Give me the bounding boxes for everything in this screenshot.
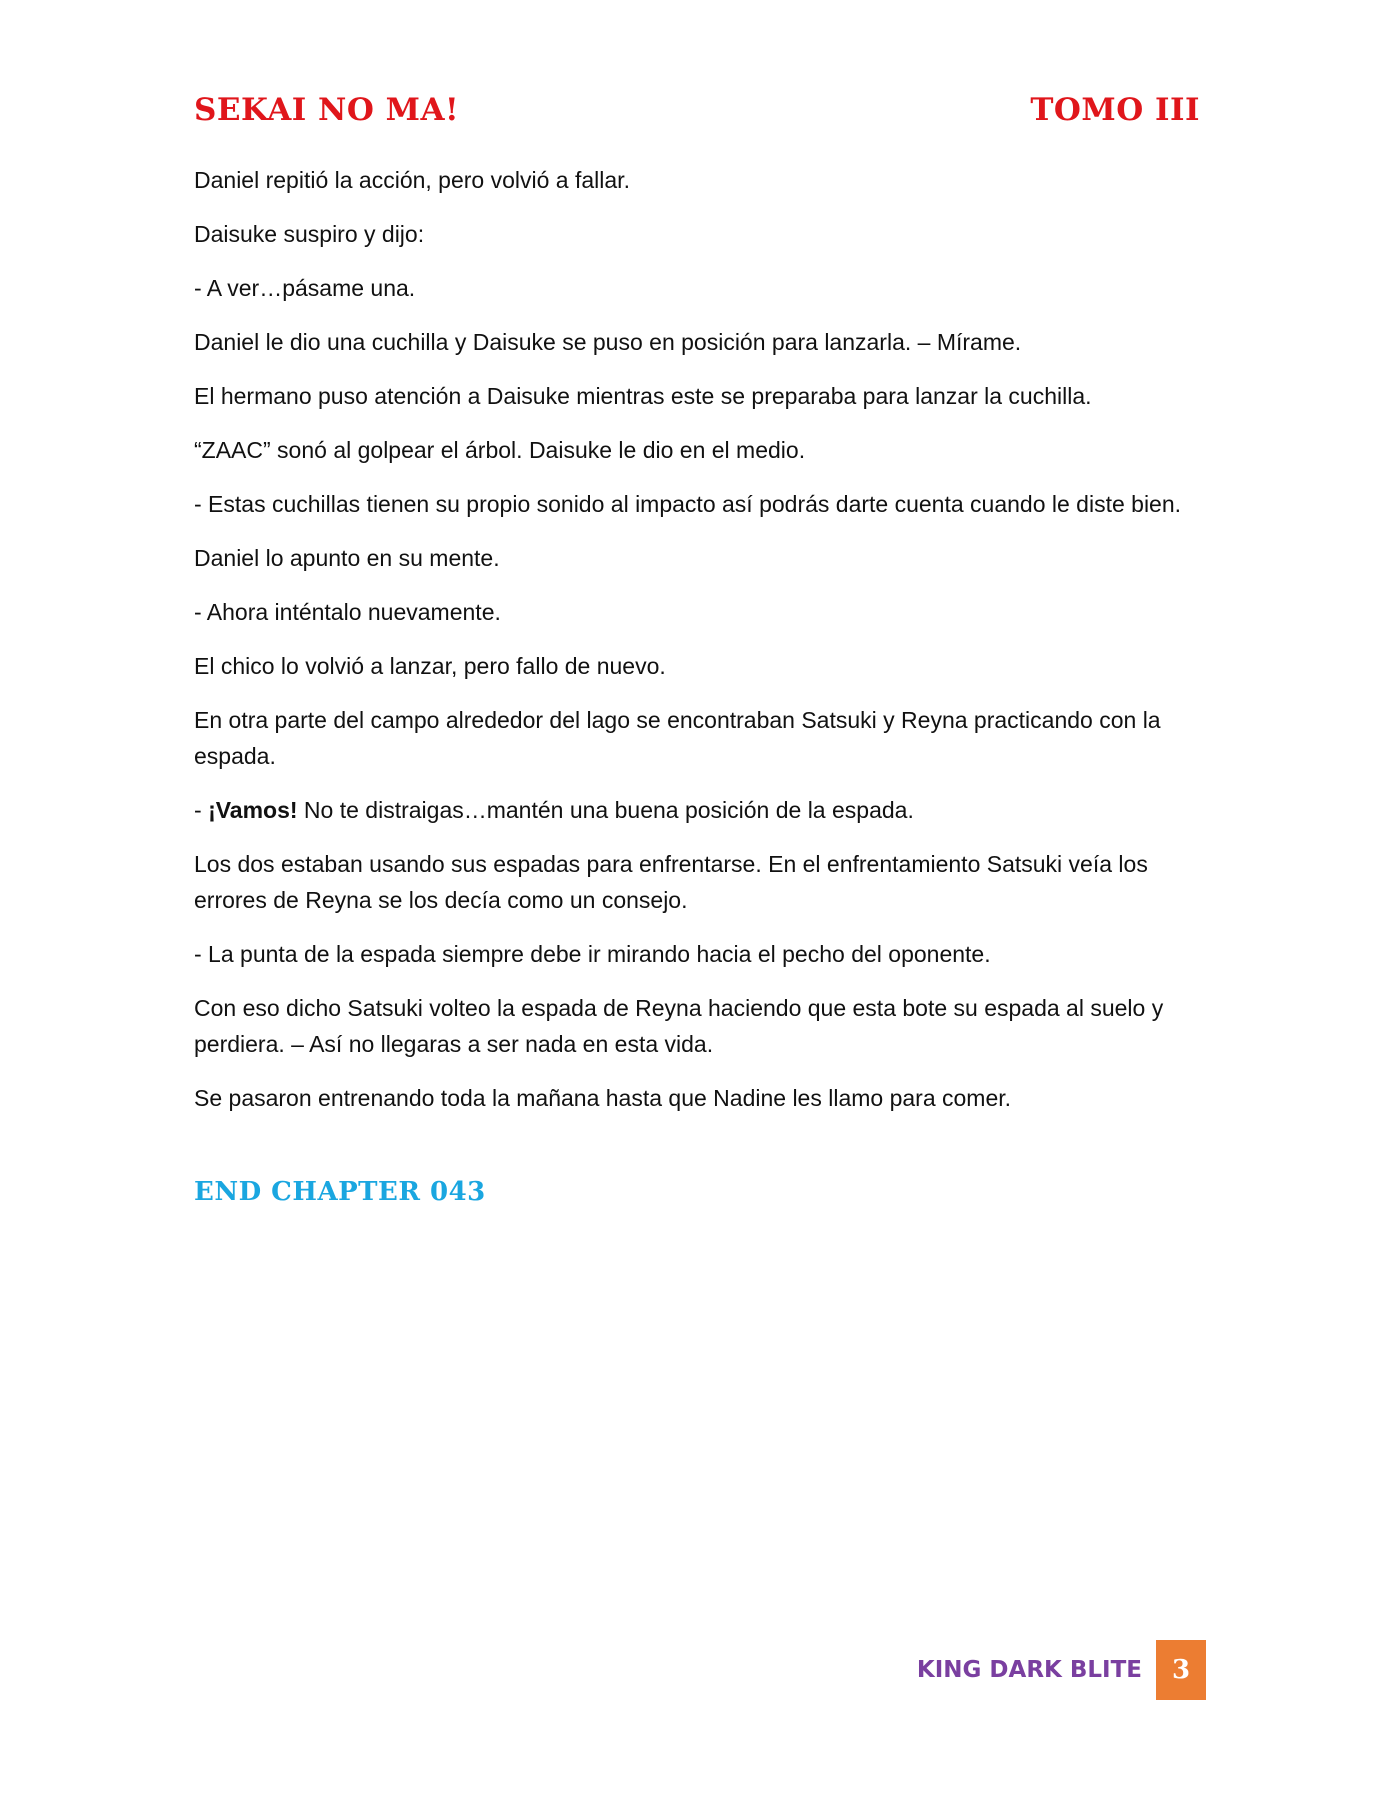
paragraph: Se pasaron entrenando toda la mañana hasta que Nadine les llamo para comer. — [194, 1085, 1012, 1111]
dialogue-exclamation: ¡Vamos! — [208, 797, 298, 823]
dialogue-prefix: - — [194, 797, 209, 823]
paragraph: El hermano puso atención a Daisuke mientras este se preparaba para lanzar la cuchilla. — [194, 383, 1092, 409]
chapter-body — [194, 162, 1204, 1134]
page-header — [194, 88, 1200, 132]
page-footer — [917, 1640, 1206, 1700]
paragraph: “ZAAC” sonó al golpear el árbol. Daisuke le dio en el medio. — [194, 437, 806, 463]
paragraph: - La punta de la espada siempre debe ir mirando hacia el pecho del oponente. — [194, 941, 991, 967]
paragraph-dialogue — [194, 792, 1204, 828]
paragraph: - Estas cuchillas tienen su propio sonido al impacto así podrás darte cuenta cuando le diste bien. — [194, 491, 1182, 517]
end-chapter-label: END CHAPTER 043 — [194, 1177, 486, 1207]
author-name: KING DARK BLITE — [916, 1657, 1142, 1683]
page-number: 3 — [1156, 1640, 1206, 1700]
paragraph: Daisuke suspiro y dijo: — [194, 221, 425, 247]
paragraph: Los dos estaban usando sus espadas para enfrentarse. En el enfrentamiento Satsuki veía los errores de Reyna se los decía como un consejo. — [194, 851, 1148, 913]
dialogue-rest: No te distraigas…mantén una buena posición de la espada. — [297, 797, 914, 823]
paragraph: Con eso dicho Satsuki volteo la espada de Reyna haciendo que esta bote su espada al suelo y perdiera. – Así no llegaras a ser nada en esta vida. — [194, 995, 1164, 1057]
paragraph: - A ver…pásame una. — [194, 275, 416, 301]
paragraph: Daniel repitió la acción, pero volvió a fallar. — [194, 167, 630, 193]
paragraph: En otra parte del campo alrededor del lago se encontraban Satsuki y Reyna practicando con la espada. — [194, 707, 1161, 769]
paragraph: Daniel le dio una cuchilla y Daisuke se puso en posición para lanzarla. – Mírame. — [194, 329, 1022, 355]
series-title: SEKAI NO MA! — [194, 92, 460, 128]
volume-label: TOMO III — [1030, 92, 1200, 128]
paragraph: Daniel lo apunto en su mente. — [194, 545, 500, 571]
paragraph: El chico lo volvió a lanzar, pero fallo de nuevo. — [194, 653, 666, 679]
paragraph: - Ahora inténtalo nuevamente. — [194, 599, 501, 625]
